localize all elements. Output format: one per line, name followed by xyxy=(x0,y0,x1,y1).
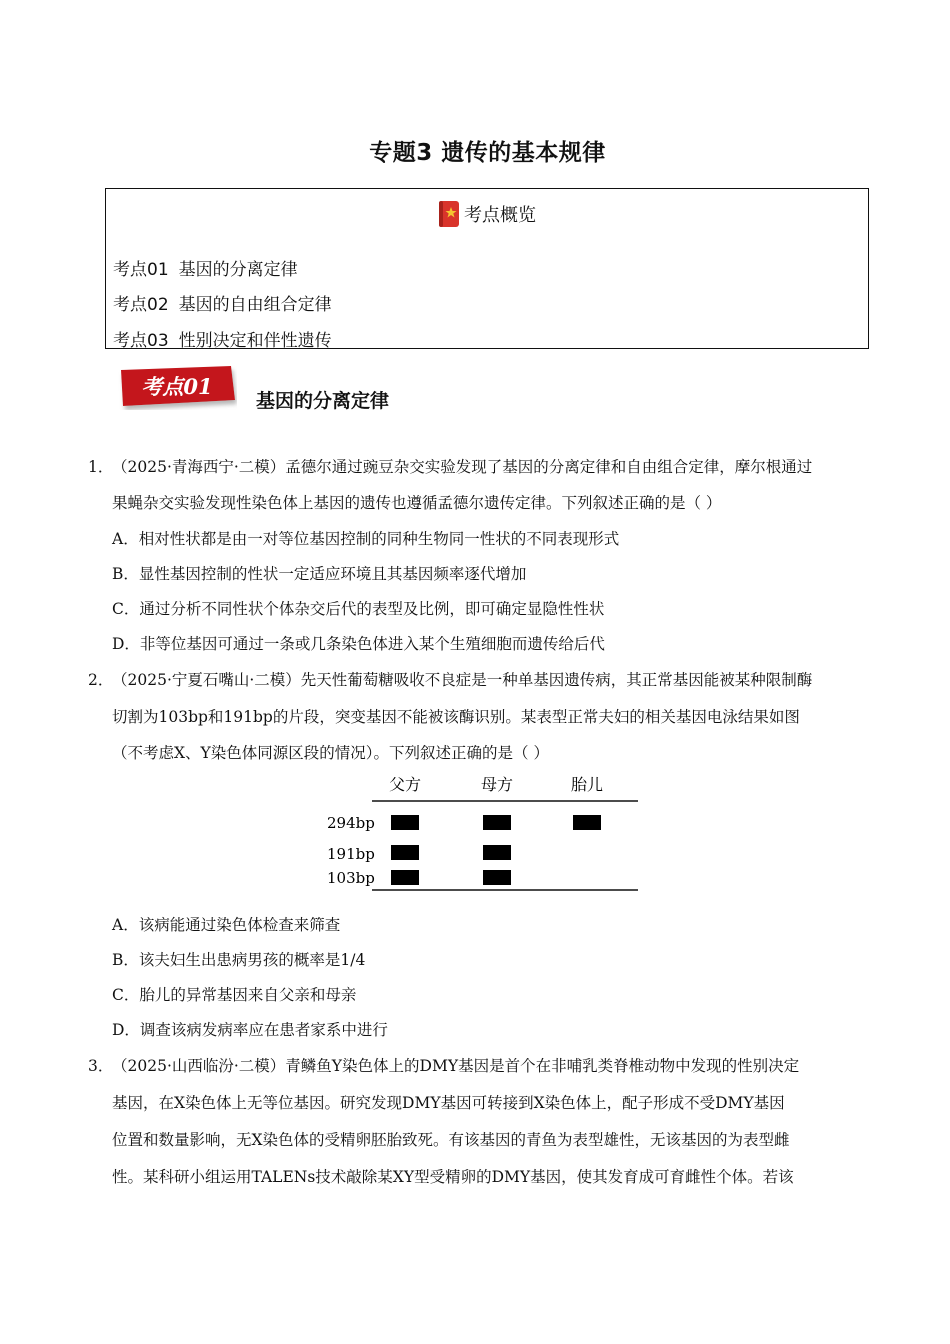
question-text: 性。某科研小组运用TALENs技术敲除某XY型受精卵的DMY基因，使其发育成可育雌性个体。若该 xyxy=(112,1168,794,1186)
question-text: 基因，在X染色体上无等位基因。研究发现DMY基因可转接到X染色体上，配子形成不受DMY基因 xyxy=(112,1094,785,1112)
answer-option: C．胎儿的异常基因来自父亲和母亲 xyxy=(112,986,357,1004)
section-badge xyxy=(117,364,237,410)
gel-band xyxy=(483,870,511,885)
question-text: （2025·青海西宁·二模）孟德尔通过豌豆杂交实验发现了基因的分离定律和自由组合定律，摩尔根通过 xyxy=(112,458,813,476)
gel-band xyxy=(391,845,419,860)
overview-item-01 xyxy=(113,255,298,280)
overview-heading-text: 考点概览 xyxy=(464,205,536,226)
overview-heading xyxy=(106,201,868,230)
overview-item-02 xyxy=(113,290,332,315)
gel-column-father: 父方 xyxy=(388,775,422,794)
overview-item-code: 考点03 xyxy=(113,331,169,351)
overview-item-code: 考点02 xyxy=(113,295,169,315)
gel-column-fetus: 胎儿 xyxy=(570,775,604,794)
question-text: 果蝇杂交实验发现性染色体上基因的遗传也遵循孟德尔遗传定律。下列叙述正确的是（ ） xyxy=(112,494,722,512)
question-text: 位置和数量影响，无X染色体的受精卵胚胎致死。有该基因的青鱼为表型雄性，无该基因的为表型雌 xyxy=(112,1131,790,1149)
answer-option: A．该病能通过染色体检查来筛查 xyxy=(112,916,341,934)
question-text: （不考虑X、Y染色体同源区段的情况）。下列叙述正确的是（ ） xyxy=(112,744,549,762)
question-text: 切割为103bp和191bp的片段，突变基因不能被该酶识别。某表型正常夫妇的相关基因电泳结果如图 xyxy=(112,708,800,726)
answer-option: A．相对性状都是由一对等位基因控制的同种生物同一性状的不同表现形式 xyxy=(112,530,620,548)
overview-item-name: 性别决定和伴性遗传 xyxy=(178,331,332,351)
gel-band xyxy=(573,815,601,830)
overview-item-name: 基因的分离定律 xyxy=(178,260,298,280)
book-icon xyxy=(438,200,460,228)
gel-row-label: 103bp xyxy=(327,869,375,887)
answer-option: D．调查该病发病率应在患者家系中进行 xyxy=(112,1021,388,1039)
overview-item-03 xyxy=(113,326,332,351)
gel-row-label: 191bp xyxy=(327,845,375,863)
question-number: 1． xyxy=(88,458,114,476)
overview-item-name: 基因的自由组合定律 xyxy=(178,295,332,315)
electrophoresis-figure xyxy=(322,768,642,893)
gel-row-label: 294bp xyxy=(327,814,375,832)
answer-option: B．该夫妇生出患病男孩的概率是1/4 xyxy=(112,951,366,969)
question-text: （2025·宁夏石嘴山·二模）先天性葡萄糖吸收不良症是一种单基因遗传病，其正常基因能被某种限制酶 xyxy=(112,671,813,689)
overview-box xyxy=(105,188,869,349)
gel-band xyxy=(483,845,511,860)
gel-band xyxy=(391,870,419,885)
gel-band xyxy=(483,815,511,830)
question-number: 2． xyxy=(88,671,114,689)
answer-option: C．通过分析不同性状个体杂交后代的表型及比例，即可确定显隐性性状 xyxy=(112,600,605,618)
question-text: （2025·山西临汾·二模）青鳞鱼Y染色体上的DMY基因是首个在非哺乳类脊椎动物中发现的性别决定 xyxy=(112,1057,800,1075)
gel-column-mother: 母方 xyxy=(480,775,514,794)
answer-option: B．显性基因控制的性状一定适应环境且其基因频率逐代增加 xyxy=(112,565,527,583)
answer-option: D．非等位基因可通过一条或几条染色体进入某个生殖细胞而遗传给后代 xyxy=(112,635,605,653)
page-title: 专题3 遗传的基本规律 xyxy=(369,140,606,166)
gel-band xyxy=(391,815,419,830)
section-badge-text: 考点01 xyxy=(141,374,213,399)
section-title: 基因的分离定律 xyxy=(256,390,390,412)
overview-item-code: 考点01 xyxy=(113,260,169,280)
gel-bands xyxy=(391,815,601,885)
question-number: 3． xyxy=(88,1057,114,1075)
